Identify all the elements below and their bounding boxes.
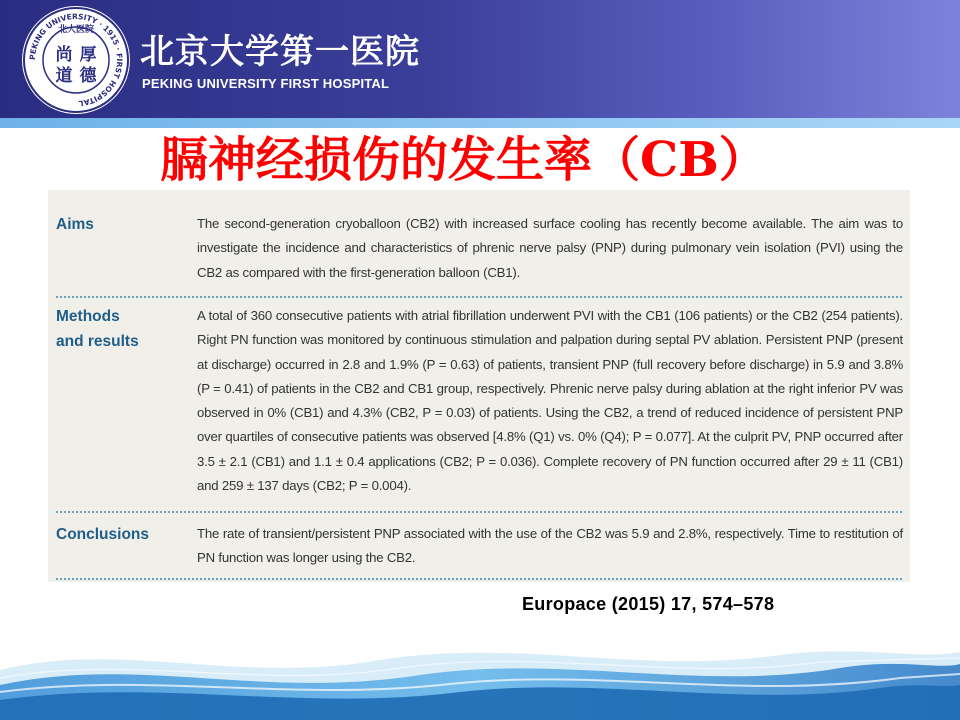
section-divider bbox=[56, 578, 902, 580]
conclusions-text: The rate of transient/persistent PNP associated with the use of the CB2 was 5.9 and 2.8%, respectively. Time to restitution of PN function was longer using the CB2. bbox=[197, 526, 903, 566]
aims-label: Aims bbox=[56, 216, 94, 233]
journal-citation: Europace (2015) 17, 574–578 bbox=[522, 594, 775, 614]
hospital-name-english: PEKING UNIVERSITY FIRST HOSPITAL bbox=[142, 76, 390, 91]
section-divider bbox=[56, 511, 902, 513]
methods-label-line1: Methods bbox=[56, 308, 120, 325]
methods-label-line2: and results bbox=[56, 333, 139, 350]
aims-text: The second-generation cryoballoon (CB2) with increased surface cooling has recently become available. The aim was to investigate the incidence and characteristics of phrenic nerve palsy (PNP) during pulmonary vein isolation (PVI) using the CB2 as compared with the first-generation balloon (CB1). bbox=[197, 216, 903, 280]
conclusions-label: Conclusions bbox=[56, 526, 150, 543]
seal-motto-char: 厚 bbox=[79, 45, 97, 65]
section-divider bbox=[56, 296, 902, 298]
abstract-panel bbox=[48, 190, 910, 582]
methods-text: A total of 360 consecutive patients with atrial fibrillation underwent PVI with the CB1 (106 patients) or the CB2 (254 patients). Right PN function was monitored by continuous stimulation and palpation during septal PV ablation. Persistent PNP (present at discharge) occurred in 2.8 and 1.9% (P = 0.63) of patients, transient PNP (full recovery before discharge) in 5.9 and 3.8% (P = 0.41) of patients in the CB2 and CB1 group, respectively. Phrenic nerve palsy during ablation at the right inferior PV was observed in 0% (CB1) and 4.3% (CB2, P = 0.03) of patients. Using the CB2, a trend of reduced incidence of persistent PNP over quartiles of consecutive patients was observed [4.8% (Q1) vs. 0% (Q4); P = 0.077]. At the culprit PV, PNP occurred after 3.5 ± 2.1 (CB1) and 1.1 ± 0.4 applications (CB2; P = 0.036). Complete recovery of PN function occurred after 29 ± 11 (CB1) and 259 ± 137 days (CB2; P = 0.004). bbox=[197, 308, 903, 494]
seal-motto-char: 道 bbox=[55, 66, 73, 86]
seal-ring-text: PEKING UNIVERSITY · 1915 · FIRST HOSPITAL bbox=[27, 11, 125, 108]
slide-title: 膈神经损伤的发生率（CB） bbox=[160, 132, 767, 188]
seal-top-text: 北大医院 bbox=[57, 25, 95, 35]
hospital-name-chinese: 北京大学第一医院 bbox=[140, 32, 420, 72]
decorative-wave-footer bbox=[0, 630, 960, 720]
methods-label bbox=[56, 304, 176, 354]
header-accent-stripe bbox=[0, 118, 960, 128]
university-seal-logo bbox=[22, 6, 130, 114]
seal-motto-char: 尚 bbox=[55, 45, 73, 65]
seal-motto-char: 德 bbox=[79, 66, 97, 86]
